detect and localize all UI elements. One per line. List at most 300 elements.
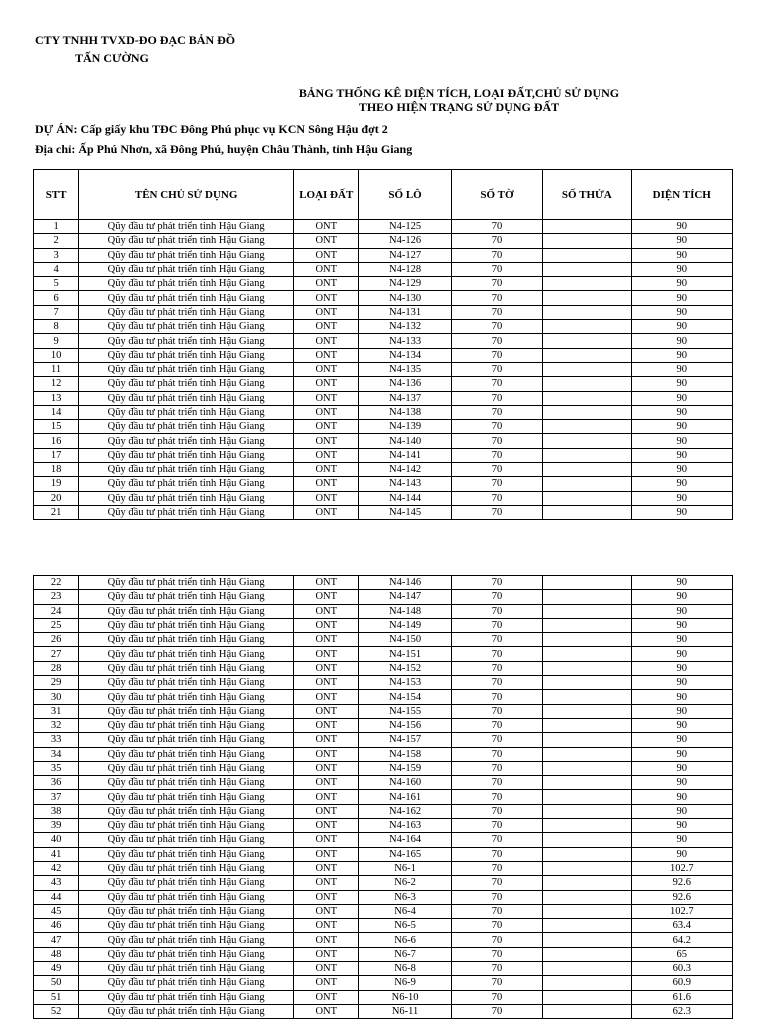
- cell-area: 90: [631, 334, 732, 348]
- cell-lot: N4-142: [359, 463, 451, 477]
- cell-stt: 10: [34, 348, 79, 362]
- table-row: [34, 220, 733, 234]
- company-name: [35, 31, 235, 67]
- cell-parcel: [543, 604, 631, 618]
- cell-land-type: ONT: [294, 505, 359, 519]
- cell-sheet: 70: [451, 976, 542, 990]
- cell-sheet: 70: [451, 377, 542, 391]
- cell-sheet: 70: [451, 576, 542, 590]
- cell-land-type: ONT: [294, 348, 359, 362]
- cell-area: 90: [631, 348, 732, 362]
- cell-land-type: ONT: [294, 320, 359, 334]
- cell-stt: 1: [34, 220, 79, 234]
- table-row: [34, 919, 733, 933]
- cell-owner: Qũy đầu tư phát triển tỉnh Hậu Giang: [79, 690, 294, 704]
- table-row: [34, 1004, 733, 1018]
- cell-land-type: ONT: [294, 890, 359, 904]
- cell-sheet: 70: [451, 904, 542, 918]
- cell-lot: N4-140: [359, 434, 451, 448]
- cell-lot: N4-136: [359, 377, 451, 391]
- cell-area: 90: [631, 604, 732, 618]
- cell-lot: N4-137: [359, 391, 451, 405]
- cell-stt: 32: [34, 718, 79, 732]
- cell-lot: N4-147: [359, 590, 451, 604]
- cell-owner: Qũy đầu tư phát triển tỉnh Hậu Giang: [79, 491, 294, 505]
- cell-area: 90: [631, 761, 732, 775]
- table-row: [34, 661, 733, 675]
- cell-area: 90: [631, 847, 732, 861]
- cell-land-type: ONT: [294, 305, 359, 319]
- cell-owner: Qũy đầu tư phát triển tỉnh Hậu Giang: [79, 220, 294, 234]
- table-row: [34, 405, 733, 419]
- cell-sheet: 70: [451, 804, 542, 818]
- cell-sheet: 70: [451, 690, 542, 704]
- cell-sheet: 70: [451, 819, 542, 833]
- cell-sheet: 70: [451, 248, 542, 262]
- cell-land-type: ONT: [294, 718, 359, 732]
- cell-sheet: 70: [451, 334, 542, 348]
- cell-land-type: ONT: [294, 434, 359, 448]
- cell-area: 90: [631, 405, 732, 419]
- cell-stt: 2: [34, 234, 79, 248]
- cell-stt: 6: [34, 291, 79, 305]
- cell-parcel: [543, 576, 631, 590]
- cell-parcel: [543, 405, 631, 419]
- cell-parcel: [543, 262, 631, 276]
- cell-area: 90: [631, 647, 732, 661]
- cell-sheet: 70: [451, 647, 542, 661]
- cell-parcel: [543, 334, 631, 348]
- table-row: [34, 305, 733, 319]
- table-row: [34, 733, 733, 747]
- cell-land-type: ONT: [294, 405, 359, 419]
- table-row: [34, 904, 733, 918]
- cell-owner: Qũy đầu tư phát triển tỉnh Hậu Giang: [79, 761, 294, 775]
- cell-lot: N4-156: [359, 718, 451, 732]
- cell-parcel: [543, 676, 631, 690]
- table-row: [34, 704, 733, 718]
- cell-stt: 48: [34, 947, 79, 961]
- cell-sheet: 70: [451, 234, 542, 248]
- table-row: [34, 348, 733, 362]
- cell-lot: N4-154: [359, 690, 451, 704]
- table-row: [34, 377, 733, 391]
- cell-lot: N4-129: [359, 277, 451, 291]
- cell-parcel: [543, 804, 631, 818]
- table-row: [34, 947, 733, 961]
- cell-lot: N4-141: [359, 448, 451, 462]
- cell-owner: Qũy đầu tư phát triển tỉnh Hậu Giang: [79, 647, 294, 661]
- cell-parcel: [543, 661, 631, 675]
- cell-stt: 24: [34, 604, 79, 618]
- cell-area: 90: [631, 590, 732, 604]
- cell-parcel: [543, 234, 631, 248]
- cell-land-type: ONT: [294, 876, 359, 890]
- cell-lot: N6-5: [359, 919, 451, 933]
- cell-sheet: 70: [451, 733, 542, 747]
- cell-land-type: ONT: [294, 733, 359, 747]
- cell-lot: N4-127: [359, 248, 451, 262]
- cell-sheet: 70: [451, 890, 542, 904]
- table-row: [34, 833, 733, 847]
- cell-lot: N4-133: [359, 334, 451, 348]
- cell-lot: N4-149: [359, 618, 451, 632]
- table-row: [34, 976, 733, 990]
- cell-parcel: [543, 690, 631, 704]
- cell-lot: N6-6: [359, 933, 451, 947]
- table-row: [34, 334, 733, 348]
- cell-parcel: [543, 819, 631, 833]
- cell-land-type: ONT: [294, 234, 359, 248]
- cell-land-type: ONT: [294, 761, 359, 775]
- cell-parcel: [543, 861, 631, 875]
- cell-stt: 25: [34, 618, 79, 632]
- table-row: [34, 676, 733, 690]
- cell-owner: Qũy đầu tư phát triển tỉnh Hậu Giang: [79, 776, 294, 790]
- cell-owner: Qũy đầu tư phát triển tỉnh Hậu Giang: [79, 320, 294, 334]
- cell-stt: 4: [34, 262, 79, 276]
- table-row: [34, 277, 733, 291]
- cell-sheet: 70: [451, 348, 542, 362]
- cell-land-type: ONT: [294, 220, 359, 234]
- cell-owner: Qũy đầu tư phát triển tỉnh Hậu Giang: [79, 876, 294, 890]
- cell-lot: N4-143: [359, 477, 451, 491]
- cell-stt: 33: [34, 733, 79, 747]
- cell-owner: Qũy đầu tư phát triển tỉnh Hậu Giang: [79, 919, 294, 933]
- cell-stt: 31: [34, 704, 79, 718]
- table-row: [34, 434, 733, 448]
- cell-parcel: [543, 362, 631, 376]
- cell-area: 90: [631, 676, 732, 690]
- cell-stt: 42: [34, 861, 79, 875]
- cell-area: 90: [631, 505, 732, 519]
- cell-land-type: ONT: [294, 819, 359, 833]
- table-row: [34, 248, 733, 262]
- cell-parcel: [543, 876, 631, 890]
- cell-stt: 44: [34, 890, 79, 904]
- cell-land-type: ONT: [294, 933, 359, 947]
- cell-lot: N4-152: [359, 661, 451, 675]
- cell-owner: Qũy đầu tư phát triển tỉnh Hậu Giang: [79, 262, 294, 276]
- cell-sheet: 70: [451, 391, 542, 405]
- document-subtitle: THEO HIỆN TRẠNG SỬ DỤNG ĐẤT: [358, 100, 560, 114]
- cell-land-type: ONT: [294, 1004, 359, 1018]
- cell-parcel: [543, 704, 631, 718]
- cell-parcel: [543, 776, 631, 790]
- table-row: [34, 576, 733, 590]
- cell-parcel: [543, 277, 631, 291]
- cell-area: 90: [631, 277, 732, 291]
- cell-lot: N4-159: [359, 761, 451, 775]
- cell-stt: 46: [34, 919, 79, 933]
- cell-area: 63.4: [631, 919, 732, 933]
- cell-sheet: 70: [451, 463, 542, 477]
- cell-area: 90: [631, 305, 732, 319]
- cell-owner: Qũy đầu tư phát triển tỉnh Hậu Giang: [79, 976, 294, 990]
- cell-parcel: [543, 847, 631, 861]
- cell-owner: Qũy đầu tư phát triển tỉnh Hậu Giang: [79, 933, 294, 947]
- table-header-row: [34, 170, 733, 220]
- cell-land-type: ONT: [294, 904, 359, 918]
- cell-sheet: 70: [451, 604, 542, 618]
- cell-land-type: ONT: [294, 448, 359, 462]
- cell-owner: Qũy đầu tư phát triển tỉnh Hậu Giang: [79, 463, 294, 477]
- cell-stt: 43: [34, 876, 79, 890]
- cell-lot: N4-148: [359, 604, 451, 618]
- cell-owner: Qũy đầu tư phát triển tỉnh Hậu Giang: [79, 947, 294, 961]
- cell-stt: 18: [34, 463, 79, 477]
- cell-parcel: [543, 291, 631, 305]
- cell-sheet: 70: [451, 1004, 542, 1018]
- cell-area: 61.6: [631, 990, 732, 1004]
- cell-lot: N4-128: [359, 262, 451, 276]
- cell-land-type: ONT: [294, 947, 359, 961]
- cell-lot: N4-162: [359, 804, 451, 818]
- cell-land-type: ONT: [294, 747, 359, 761]
- cell-lot: N4-125: [359, 220, 451, 234]
- document-title: BẢNG THỐNG KÊ DIỆN TÍCH, LOẠI ĐẤT,CHỦ SỬ DỤNG: [298, 86, 620, 100]
- cell-land-type: ONT: [294, 847, 359, 861]
- table-row: [34, 618, 733, 632]
- cell-owner: Qũy đầu tư phát triển tỉnh Hậu Giang: [79, 1004, 294, 1018]
- cell-sheet: 70: [451, 291, 542, 305]
- cell-area: 90: [631, 320, 732, 334]
- table-row: [34, 604, 733, 618]
- cell-area: 90: [631, 804, 732, 818]
- cell-parcel: [543, 933, 631, 947]
- cell-area: 90: [631, 248, 732, 262]
- table-row: [34, 647, 733, 661]
- table-row: [34, 876, 733, 890]
- cell-sheet: 70: [451, 220, 542, 234]
- cell-land-type: ONT: [294, 976, 359, 990]
- cell-lot: N4-144: [359, 491, 451, 505]
- cell-stt: 28: [34, 661, 79, 675]
- cell-stt: 38: [34, 804, 79, 818]
- cell-parcel: [543, 491, 631, 505]
- cell-sheet: 70: [451, 761, 542, 775]
- cell-lot: N4-134: [359, 348, 451, 362]
- cell-land-type: ONT: [294, 990, 359, 1004]
- cell-area: 60.3: [631, 962, 732, 976]
- cell-sheet: 70: [451, 262, 542, 276]
- table-row: [34, 776, 733, 790]
- cell-owner: Qũy đầu tư phát triển tỉnh Hậu Giang: [79, 277, 294, 291]
- cell-lot: N4-164: [359, 833, 451, 847]
- cell-parcel: [543, 1004, 631, 1018]
- table-row: [34, 747, 733, 761]
- cell-parcel: [543, 377, 631, 391]
- cell-sheet: 70: [451, 747, 542, 761]
- cell-owner: Qũy đầu tư phát triển tỉnh Hậu Giang: [79, 576, 294, 590]
- cell-parcel: [543, 747, 631, 761]
- cell-land-type: ONT: [294, 491, 359, 505]
- cell-land-type: ONT: [294, 676, 359, 690]
- table-row: [34, 391, 733, 405]
- header-stt: STT: [34, 170, 79, 220]
- project-line: DỰ ÁN: Cấp giấy khu TĐC Đông Phú phục vụ KCN Sông Hậu đợt 2: [35, 122, 388, 136]
- cell-sheet: 70: [451, 320, 542, 334]
- cell-parcel: [543, 990, 631, 1004]
- cell-owner: Qũy đầu tư phát triển tỉnh Hậu Giang: [79, 448, 294, 462]
- cell-area: 90: [631, 362, 732, 376]
- cell-owner: Qũy đầu tư phát triển tỉnh Hậu Giang: [79, 861, 294, 875]
- cell-parcel: [543, 420, 631, 434]
- cell-stt: 19: [34, 477, 79, 491]
- cell-owner: Qũy đầu tư phát triển tỉnh Hậu Giang: [79, 590, 294, 604]
- table-row: [34, 505, 733, 519]
- cell-land-type: ONT: [294, 690, 359, 704]
- cell-land-type: ONT: [294, 790, 359, 804]
- table-row: [34, 890, 733, 904]
- cell-sheet: 70: [451, 704, 542, 718]
- cell-sheet: 70: [451, 776, 542, 790]
- cell-lot: N6-3: [359, 890, 451, 904]
- cell-area: 90: [631, 463, 732, 477]
- table-row: [34, 962, 733, 976]
- cell-area: 90: [631, 291, 732, 305]
- cell-owner: Qũy đầu tư phát triển tỉnh Hậu Giang: [79, 890, 294, 904]
- cell-sheet: 70: [451, 590, 542, 604]
- cell-stt: 26: [34, 633, 79, 647]
- cell-owner: Qũy đầu tư phát triển tỉnh Hậu Giang: [79, 362, 294, 376]
- cell-stt: 21: [34, 505, 79, 519]
- cell-sheet: 70: [451, 676, 542, 690]
- cell-sheet: 70: [451, 718, 542, 732]
- cell-parcel: [543, 919, 631, 933]
- company-line2: TẤN CƯỜNG: [75, 51, 149, 65]
- cell-sheet: 70: [451, 990, 542, 1004]
- cell-sheet: 70: [451, 448, 542, 462]
- cell-parcel: [543, 434, 631, 448]
- cell-owner: Qũy đầu tư phát triển tỉnh Hậu Giang: [79, 420, 294, 434]
- cell-area: 90: [631, 377, 732, 391]
- cell-area: 90: [631, 833, 732, 847]
- cell-parcel: [543, 220, 631, 234]
- cell-lot: N4-161: [359, 790, 451, 804]
- cell-parcel: [543, 448, 631, 462]
- cell-owner: Qũy đầu tư phát triển tỉnh Hậu Giang: [79, 704, 294, 718]
- table-row: [34, 933, 733, 947]
- cell-sheet: 70: [451, 618, 542, 632]
- cell-area: 90: [631, 633, 732, 647]
- cell-stt: 35: [34, 761, 79, 775]
- cell-stt: 17: [34, 448, 79, 462]
- cell-owner: Qũy đầu tư phát triển tỉnh Hậu Giang: [79, 676, 294, 690]
- cell-sheet: 70: [451, 962, 542, 976]
- cell-lot: N6-7: [359, 947, 451, 961]
- cell-sheet: 70: [451, 833, 542, 847]
- cell-stt: 29: [34, 676, 79, 690]
- cell-owner: Qũy đầu tư phát triển tỉnh Hậu Giang: [79, 291, 294, 305]
- cell-owner: Qũy đầu tư phát triển tỉnh Hậu Giang: [79, 377, 294, 391]
- cell-parcel: [543, 733, 631, 747]
- cell-parcel: [543, 761, 631, 775]
- table-row: [34, 819, 733, 833]
- cell-owner: Qũy đầu tư phát triển tỉnh Hậu Giang: [79, 405, 294, 419]
- cell-stt: 20: [34, 491, 79, 505]
- cell-land-type: ONT: [294, 618, 359, 632]
- table-row: [34, 804, 733, 818]
- table-row: [34, 761, 733, 775]
- cell-land-type: ONT: [294, 391, 359, 405]
- cell-area: 90: [631, 391, 732, 405]
- cell-parcel: [543, 947, 631, 961]
- cell-area: 90: [631, 704, 732, 718]
- cell-stt: 27: [34, 647, 79, 661]
- cell-land-type: ONT: [294, 420, 359, 434]
- cell-area: 60.9: [631, 976, 732, 990]
- cell-land-type: ONT: [294, 661, 359, 675]
- cell-parcel: [543, 590, 631, 604]
- table-row: [34, 320, 733, 334]
- cell-owner: Qũy đầu tư phát triển tỉnh Hậu Giang: [79, 661, 294, 675]
- cell-land-type: ONT: [294, 633, 359, 647]
- cell-stt: 51: [34, 990, 79, 1004]
- cell-sheet: 70: [451, 477, 542, 491]
- cell-lot: N6-4: [359, 904, 451, 918]
- cell-land-type: ONT: [294, 919, 359, 933]
- cell-parcel: [543, 833, 631, 847]
- cell-sheet: 70: [451, 277, 542, 291]
- table-row: [34, 633, 733, 647]
- company-line1: CTY TNHH TVXD-ĐO ĐẠC BẢN ĐỒ: [35, 33, 236, 47]
- cell-area: 90: [631, 448, 732, 462]
- cell-area: 90: [631, 747, 732, 761]
- cell-land-type: ONT: [294, 291, 359, 305]
- cell-owner: Qũy đầu tư phát triển tỉnh Hậu Giang: [79, 618, 294, 632]
- land-table-part2: [33, 575, 733, 1019]
- cell-stt: 41: [34, 847, 79, 861]
- cell-stt: 45: [34, 904, 79, 918]
- cell-parcel: [543, 505, 631, 519]
- cell-stt: 37: [34, 790, 79, 804]
- cell-lot: N6-8: [359, 962, 451, 976]
- table-row: [34, 291, 733, 305]
- cell-parcel: [543, 320, 631, 334]
- table-row: [34, 590, 733, 604]
- table-row: [34, 362, 733, 376]
- table-row: [34, 847, 733, 861]
- cell-sheet: 70: [451, 305, 542, 319]
- cell-lot: N4-151: [359, 647, 451, 661]
- cell-stt: 11: [34, 362, 79, 376]
- table-row: [34, 448, 733, 462]
- cell-lot: N4-135: [359, 362, 451, 376]
- cell-owner: Qũy đầu tư phát triển tỉnh Hậu Giang: [79, 505, 294, 519]
- cell-land-type: ONT: [294, 776, 359, 790]
- cell-land-type: ONT: [294, 704, 359, 718]
- cell-area: 90: [631, 262, 732, 276]
- cell-sheet: 70: [451, 947, 542, 961]
- cell-area: 65: [631, 947, 732, 961]
- header-land-type: [294, 170, 359, 220]
- cell-land-type: ONT: [294, 833, 359, 847]
- cell-lot: N6-9: [359, 976, 451, 990]
- cell-sheet: 70: [451, 405, 542, 419]
- cell-owner: Qũy đầu tư phát triển tỉnh Hậu Giang: [79, 477, 294, 491]
- cell-parcel: [543, 305, 631, 319]
- cell-sheet: 70: [451, 661, 542, 675]
- cell-area: 102.7: [631, 861, 732, 875]
- cell-lot: N6-11: [359, 1004, 451, 1018]
- cell-stt: 40: [34, 833, 79, 847]
- cell-area: 92.6: [631, 890, 732, 904]
- cell-sheet: 70: [451, 505, 542, 519]
- cell-owner: Qũy đầu tư phát triển tỉnh Hậu Giang: [79, 747, 294, 761]
- cell-parcel: [543, 718, 631, 732]
- cell-owner: Qũy đầu tư phát triển tỉnh Hậu Giang: [79, 904, 294, 918]
